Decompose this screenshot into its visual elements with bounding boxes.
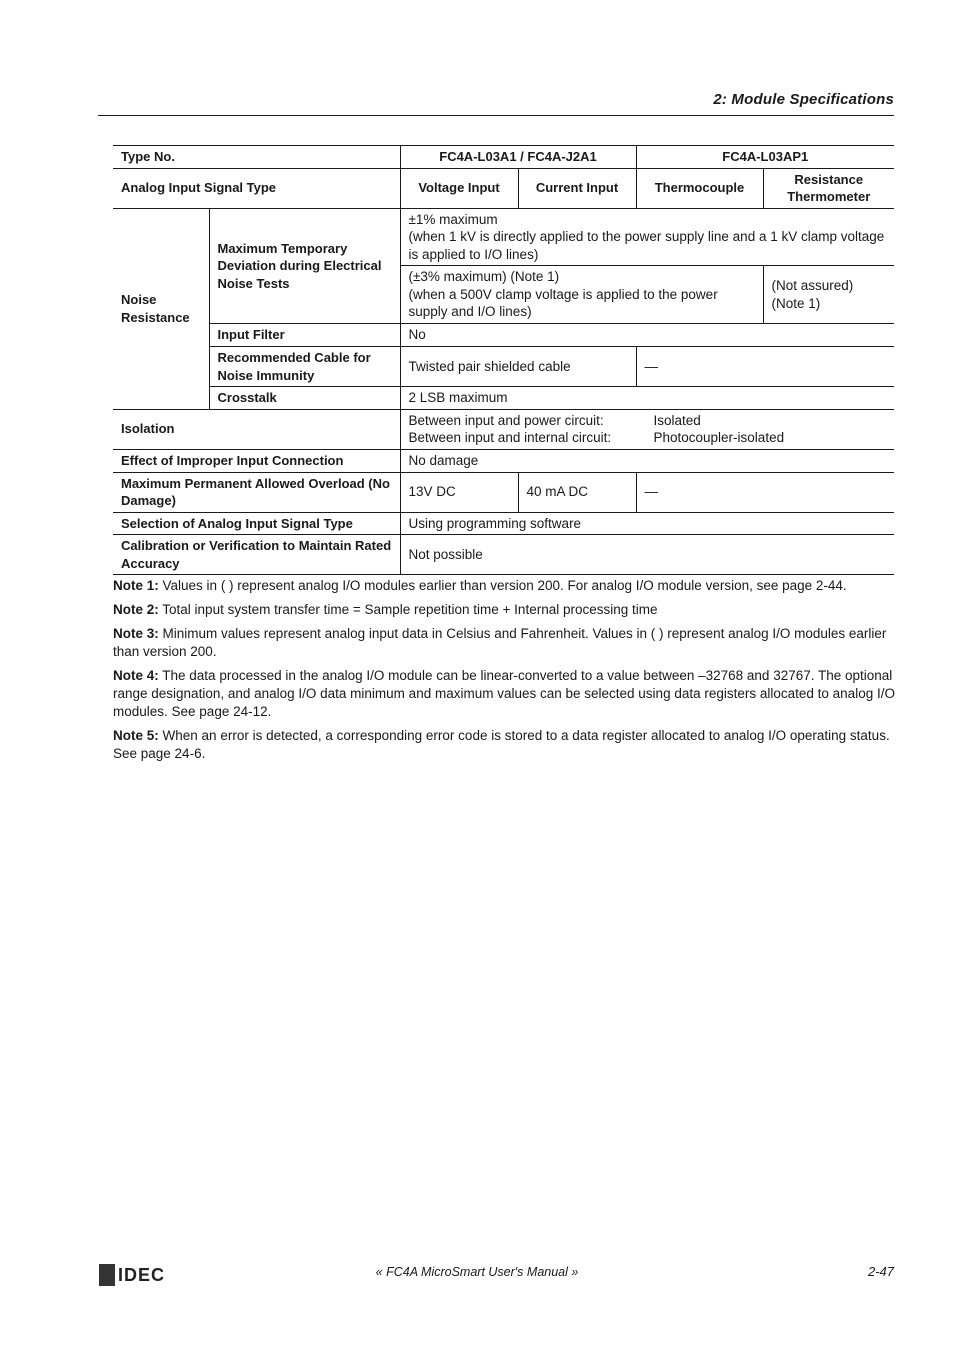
max-deviation-value-2: [400, 266, 763, 324]
note-label: Note 5:: [113, 728, 159, 743]
model-1-header: FC4A-L03A1 / FC4A-J2A1: [400, 146, 636, 169]
selection-value: Using programming software: [400, 512, 894, 535]
table-row: [113, 324, 894, 347]
table-row: [113, 512, 894, 535]
note-4: [113, 667, 895, 721]
improper-connection-label: Effect of Improper Input Connection: [113, 449, 400, 472]
calibration-value: Not possible: [400, 535, 894, 575]
note-label: Note 4:: [113, 668, 159, 683]
isolation-power-value: Isolated: [653, 412, 701, 428]
max-deviation-rtd-value: [763, 266, 894, 324]
model-2-header: FC4A-L03AP1: [636, 146, 894, 169]
table-row: [113, 472, 894, 512]
spec-table: [113, 145, 894, 575]
page-number: 2-47: [867, 1264, 894, 1279]
note-text: The data processed in the analog I/O module can be linear-converted to a value between –32768 and 32767. The optional range designation, and analog I/O data minimum and maximum values can be selected using data registers allocated to analog I/O modules. See page 24-12.: [113, 668, 895, 719]
page-section-title: 2: Module Specifications: [713, 91, 894, 108]
isolation-internal-desc: Between input and internal circuit:: [408, 430, 612, 445]
isolation-power-desc: Between input and power circuit:: [408, 412, 604, 428]
signal-current-header: Current Input: [518, 168, 636, 208]
table-row: [113, 347, 894, 387]
table-row: [113, 168, 894, 208]
noise-resistance-label: Noise Resistance: [113, 208, 209, 409]
overload-label: Maximum Permanent Allowed Overload (No Damage): [113, 472, 400, 512]
note-text: Total input system transfer time = Sample repetition time + Internal processing time: [162, 602, 658, 617]
max-deviation-rtd-line1: (Not assured): [771, 278, 854, 293]
cable-value: Twisted pair shielded cable: [400, 347, 636, 387]
calibration-label: Calibration or Verification to Maintain Rated Accuracy: [113, 535, 400, 575]
max-deviation-rtd-line2: (Note 1): [771, 295, 821, 311]
improper-connection-value: No damage: [400, 449, 894, 472]
note-1: [113, 577, 895, 595]
signal-voltage-header: Voltage Input: [400, 168, 518, 208]
logo-text: IDEC: [118, 1264, 166, 1285]
note-label: Note 1:: [113, 578, 159, 593]
signal-thermocouple-header: Thermocouple: [636, 168, 763, 208]
overload-current-value: 40 mA DC: [518, 472, 636, 512]
selection-label: Selection of Analog Input Signal Type: [113, 512, 400, 535]
crosstalk-label: Crosstalk: [209, 387, 400, 410]
footer-manual-title: « FC4A MicroSmart User's Manual »: [375, 1265, 579, 1279]
type-no-label: Type No.: [113, 146, 400, 169]
isolation-internal-value: Photocoupler-isolated: [653, 430, 785, 445]
input-filter-value: No: [400, 324, 894, 347]
note-text: When an error is detected, a corresponding error code is stored to a data register allocated to analog I/O operating status. See page 24-6.: [113, 728, 890, 761]
table-row: [113, 449, 894, 472]
cable-label: Recommended Cable for Noise Immunity: [209, 347, 400, 387]
cable-dash: —: [636, 347, 894, 387]
max-deviation-value-2-line2: (when a 500V clamp voltage is applied to the power supply and I/O lines): [408, 286, 718, 320]
note-5: [113, 727, 895, 763]
table-row: [113, 409, 894, 449]
isolation-label: Isolation: [113, 409, 400, 449]
header-divider: [98, 115, 894, 116]
signal-rtd-header: Resistance Thermometer: [763, 168, 894, 208]
note-3: [113, 625, 895, 661]
max-deviation-value-1-line2: (when 1 kV is directly applied to the power supply line and a 1 kV clamp voltage is applied to I/O lines): [408, 229, 885, 262]
max-deviation-value-2-line1: (±3% maximum) (Note 1): [408, 269, 560, 285]
crosstalk-value: 2 LSB maximum: [400, 387, 894, 410]
note-label: Note 2:: [113, 602, 159, 617]
note-label: Note 3:: [113, 626, 159, 641]
note-text: Minimum values represent analog input data in Celsius and Fahrenheit. Values in ( ) represent analog I/O modules earlier than version 200.: [113, 626, 887, 659]
max-deviation-value-1-line1: ±1% maximum: [408, 211, 498, 227]
table-row: [113, 535, 894, 575]
isolation-value: [400, 409, 894, 449]
note-2: [113, 601, 895, 619]
table-row: [113, 387, 894, 410]
notes-section: [113, 577, 895, 769]
note-text: Values in ( ) represent analog I/O modules earlier than version 200. For analog I/O module version, see page 2-44.: [162, 578, 847, 593]
overload-voltage-value: 13V DC: [400, 472, 518, 512]
table-row: [113, 208, 894, 266]
overload-dash: —: [636, 472, 894, 512]
max-deviation-value-1: [400, 208, 894, 266]
table-row: [113, 146, 894, 169]
signal-type-label: Analog Input Signal Type: [113, 168, 400, 208]
input-filter-label: Input Filter: [209, 324, 400, 347]
max-deviation-label: Maximum Temporary Deviation during Electrical Noise Tests: [209, 208, 400, 324]
